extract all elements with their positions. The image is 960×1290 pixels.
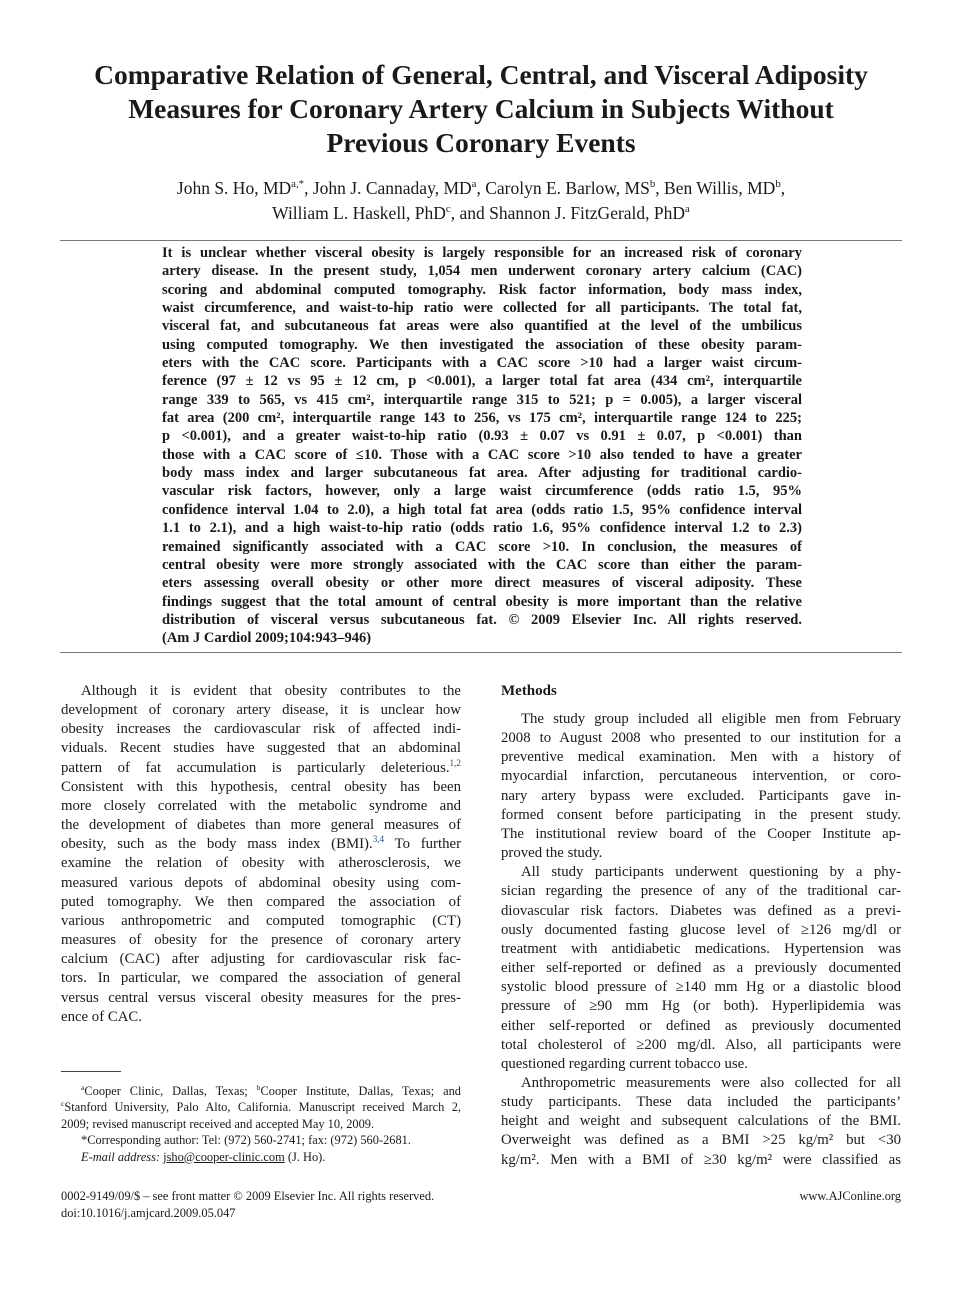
body-line: either self-reported or defined as a previously documented [501,960,901,977]
body-line: viduals. Recent studies have suggested that an abdominal [61,740,461,757]
email-label: E-mail address: [81,1149,164,1164]
body-line: systolic blood pressure of ≥140 mm Hg or a diastolic blood [501,979,901,996]
doi-link[interactable]: doi:10.1016/j.amjcard.2009.05.047 [61,1206,236,1220]
affiliation-mark: a,* [291,178,305,191]
abstract-line: 1.1 to 2.1), and a high waist-to-hip ratio (odds ratio 1.6, 95% confidence interval 1.2 to 2.3) [162,520,802,537]
body-line: versus central versus visceral obesity measures for the pres- [61,989,461,1006]
body-line: Although it is evident that obesity contributes to the [81,683,461,699]
title-line: Comparative Relation of General, Central, and Visceral Adiposity [94,59,868,90]
abstract-line: distribution of visceral versus subcutaneous fat. © 2009 Elsevier Inc. All rights reserved. [162,611,802,628]
body-line: puted tomography. We then compared the association of [61,893,461,910]
body-line [61,759,461,778]
author-name: , Ben Willis, MD [655,178,776,198]
abstract [162,244,802,648]
affiliation-mark: b [775,178,781,191]
body-line: pressure of ≥90 mm Hg (or both). Hyperlipidemia was [501,998,901,1015]
affiliation-mark: b [256,1082,261,1092]
body-line: development of coronary artery disease, it is unclear how [61,702,461,719]
author-name: , John J. Cannaday, MD [304,178,472,198]
body-line: All study participants underwent questioning by a phy- [521,864,901,881]
affiliation-mark: a [471,178,477,191]
abstract-line: p <0.001), and a greater waist-to-hip ratio (0.93 ± 0.07 vs 0.91 ± 0.07, p <0.001) than [162,428,802,445]
publication-info [61,1188,434,1222]
body-text: obesity, such as the body mass index (BMI). [61,836,373,853]
body-line: diovascular risk factors. Diabetes was defined as a previ- [501,902,901,919]
author-line-1 [60,176,902,201]
body-line: height and weight and subsequent calculations of the BMI. [501,1113,901,1130]
body-line: tors. In particular, we compared the association of general [61,970,461,987]
abstract-line: remained significantly associated with a CAC score >10. In conclusion, the measures of [162,538,802,555]
body-line: various anthropometric and computed tomographic (CT) [61,912,461,929]
body-line: questioned regarding current tobacco use. [501,1055,748,1072]
body-text: To further [384,836,461,853]
abstract-line: using computed tomography. We then investigated the association of these obesity param- [162,336,802,353]
abstract-line: findings suggest that the total amount of central obesity is more important than the relative [162,593,802,610]
abstract-line: fat area (200 cm², interquartile range 143 to 256, vs 175 cm², interquartile range 124 to 225; [162,410,802,427]
corresponding-author: *Corresponding author: Tel: (972) 560-2741; fax: (972) 560-2681. [81,1133,411,1148]
body-line: formed consent before participating in the present study. [501,806,901,823]
abstract-line: range 339 to 565, vs 415 cm², interquartile range 315 to 521; p = 0.005), a larger visceral [162,391,802,408]
body-line: ously documented fasting glucose level of ≥126 mg/dl or [501,921,901,938]
body-text: pattern of fat accumulation is particularly deleterious. [61,759,450,776]
body-line: Anthropometric measurements were also collected for all [521,1074,901,1091]
body-line: The study group included all eligible men from February [521,711,901,727]
abstract-line: eters assessing overall obesity or other more direct measures of visceral adiposity. These [162,575,802,592]
affiliation-mark: a [685,203,690,216]
body-line: Overweight was defined as a BMI >25 kg/m² but <30 [501,1132,901,1149]
body-line: proved the study. [501,845,603,862]
body-line: examine the relation of obesity with atherosclerosis, we [61,855,461,872]
body-line: The institutional review board of the Cooper Institute ap- [501,825,901,842]
body-line: 2008 to August 2008 who presented to our institution for a [501,730,901,747]
body-line: either self-reported or defined as previously documented [501,1017,901,1034]
abstract-line: body mass index and larger subcutaneous fat area. After adjusting for traditional cardio- [162,465,802,482]
footnote-line [61,1149,461,1165]
abstract-top-rule [60,240,902,241]
intro-column [61,682,461,1027]
footnote-line [61,1099,461,1115]
reference-link[interactable]: 3,4 [372,834,385,845]
body-line [61,835,461,854]
abstract-line: It is unclear whether visceral obesity is largely responsible for an increased risk of coronary [162,245,802,261]
body-line: kg/m². Men with a BMI of ≥30 kg/m² were classified as [501,1151,901,1168]
footnotes [61,1083,461,1165]
body-line: myocardial infarction, percutaneous intervention, or coro- [501,768,901,785]
author-separator: , [780,178,786,198]
body-line: study participants. These data included the participants’ [501,1094,901,1111]
body-line: sician regarding the presence of any of the traditional car- [501,883,901,900]
footnote-rule [61,1071,121,1072]
title-line: Previous Coronary Events [326,127,636,158]
body-line: measured various depots of abdominal obesity using com- [61,874,461,891]
section-heading-methods: Methods [501,683,557,699]
journal-url[interactable]: www.AJConline.org [799,1189,901,1203]
author-name: John S. Ho, MD [176,178,292,198]
abstract-bottom-rule [60,652,902,653]
footnote-line: 2009; revised manuscript received and accepted May 10, 2009. [61,1116,375,1131]
abstract-line: eters with the CAC score. Participants with a CAC score >10 had a larger waist circum- [162,355,802,372]
affiliation-mark: c [445,203,451,216]
body-line: total cholesterol of ≥200 mg/dl. Also, all participants were [501,1036,901,1053]
body-line: the development of diabetes than more general measures of [61,817,461,834]
author-line-2 [60,201,902,226]
issn-line: 0002-9149/09/$ – see front matter © 2009 Elsevier Inc. All rights reserved. [61,1189,435,1203]
body-line: obesity increases the cardiovascular risk of affected indi- [61,721,461,738]
body-line: treatment with antidiabetic medications. Hypertension was [501,940,901,957]
abstract-line: those with a CAC score of ≤10. Those with a CAC score >10 also tended to have a greater [162,446,802,463]
abstract-line: ference (97 ± 12 vs 95 ± 12 cm, p <0.001), a larger total fat area (434 cm², interquartile [162,373,802,390]
abstract-line: vascular risk factors, however, only a large waist circumference (odds ratio 1.5, 95% [162,483,802,500]
abstract-line: scoring and abdominal computed tomography. Risk factor information, body mass index, [162,281,802,298]
author-name: William L. Haskell, PhD [272,203,446,223]
footnote-text: (J. Ho). [284,1149,326,1164]
methods-column [501,682,901,1170]
body-line: more closely correlated with the metabolic syndrome and [61,797,461,814]
footnote-text: Cooper Institute, Dallas, Texas; and [260,1084,461,1098]
title-line: Measures for Coronary Artery Calcium in Subjects Without [128,93,834,124]
abstract-line: artery disease. In the present study, 1,054 men underwent coronary artery calcium (CAC) [162,263,802,280]
affiliation-mark: a [81,1082,85,1092]
abstract-line: confidence interval 1.04 to 2.0), a high total fat area (odds ratio 1.5, 95% confidence interval [162,501,802,518]
footnote-text: Cooper Clinic, Dallas, Texas; [84,1084,257,1098]
body-line: nary artery bypass were excluded. Participants gave in- [501,787,901,804]
affiliation-mark: c [61,1099,65,1109]
abstract-line: central obesity were more strongly associated with the CAC score than either the param- [162,556,802,573]
footnote-text: Stanford University, Palo Alto, California. Manuscript received March 2, [64,1100,461,1115]
affiliation-mark: b [649,178,656,191]
email-link[interactable]: jsho@cooper-clinic.com [163,1149,285,1164]
author-list [60,176,902,226]
abstract-line: waist circumference, and waist-to-hip ratio were collected for all participants. The total fat, [162,300,802,317]
footnote-line [61,1083,461,1099]
reference-link[interactable]: 1,2 [449,757,461,768]
body-line: preventive medical examination. Men with a history of [501,749,901,766]
body-line: ence of CAC. [61,1008,142,1025]
author-name: , and Shannon J. FitzGerald, PhD [450,203,686,223]
abstract-line: (Am J Cardiol 2009;104:943–946) [162,630,372,647]
body-line: Consistent with this hypothesis, central obesity has been [61,778,461,795]
body-line: calcium (CAC) after adjusting for cardiovascular risk fac- [61,951,461,968]
author-name: , Carolyn E. Barlow, MS [476,178,650,198]
abstract-line: visceral fat, and subcutaneous fat areas were also quantified at the level of the umbilicus [162,318,802,335]
article-title [60,58,902,160]
body-line: measures of obesity for the presence of coronary artery [61,932,461,949]
